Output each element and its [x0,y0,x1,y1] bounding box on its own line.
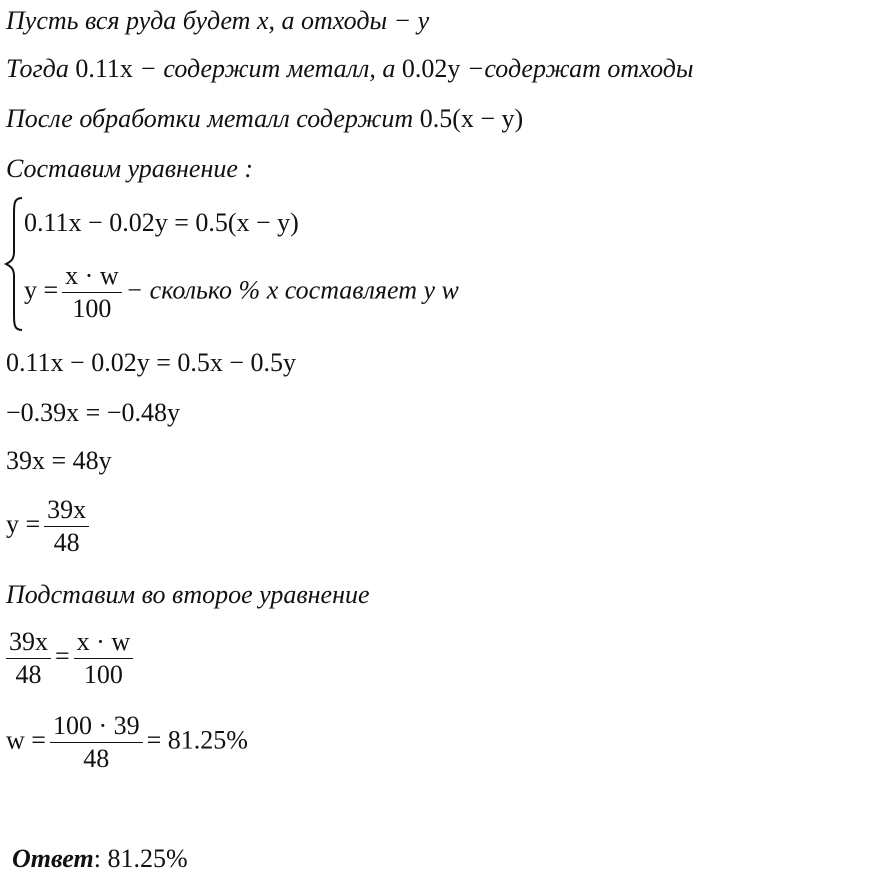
system-equation-1: 0.11x − 0.02y = 0.5(x − y) [24,208,299,237]
equation-1: 0.11x − 0.02y = 0.5x − 0.5y [6,348,297,377]
eq5-equals: = [55,641,70,671]
statement-line-2 [6,54,694,84]
eq5-fraction-left [6,628,51,689]
line2-text-a: Тогда [6,54,76,83]
equation-5 [6,628,137,689]
eq5-numerator-left: 39x [6,628,51,659]
line2-text-c: −содержат отходы [460,54,694,83]
line3-text: После обработки металл содержит [6,104,420,133]
eq6-numerator: 100 · 39 [50,712,143,743]
eq4-fraction [44,496,89,557]
equation-4 [6,496,93,557]
line2-text-b: − содержит металл, а [132,54,402,83]
answer-value: : 81.25% [93,844,188,873]
eq6-right: = 81.25% [146,725,248,755]
eq5-denominator-left: 48 [15,660,42,689]
eq5-fraction-right [74,628,133,689]
eq4-numerator: 39x [44,496,89,527]
sys2-numerator: x · w [62,262,121,293]
substitute-line: Подставим во второе уравнение [6,580,370,609]
system-equation-2 [24,262,459,323]
line2-math-a: 0.11x [75,54,133,83]
eq5-numerator-right: x · w [74,628,133,659]
statement-line-3 [6,104,523,134]
line3-math: 0.5(x − y) [419,104,524,133]
sys2-fraction [62,262,121,323]
answer-label: Ответ [12,844,94,873]
compose-equation-line: Составим уравнение : [6,154,254,183]
equation-3: 39x = 48y [6,446,112,475]
eq6-denominator: 48 [83,744,110,773]
equation-2: −0.39x = −0.48y [6,398,180,427]
sys2-denominator: 100 [72,294,112,323]
eq5-denominator-right: 100 [83,660,123,689]
eq6-left: w = [6,725,46,755]
answer-line [12,844,188,874]
sys2-right: − сколько % x составляет y w [125,275,459,305]
statement-line-1: Пусть вся руда будет x, а отходы − y [6,6,430,35]
sys2-left: y = [24,275,59,305]
eq4-denominator: 48 [53,528,80,557]
equation-6 [6,712,248,773]
line2-math-b: 0.02y [401,54,461,83]
eq6-fraction [50,712,143,773]
eq4-left: y = [6,509,41,539]
